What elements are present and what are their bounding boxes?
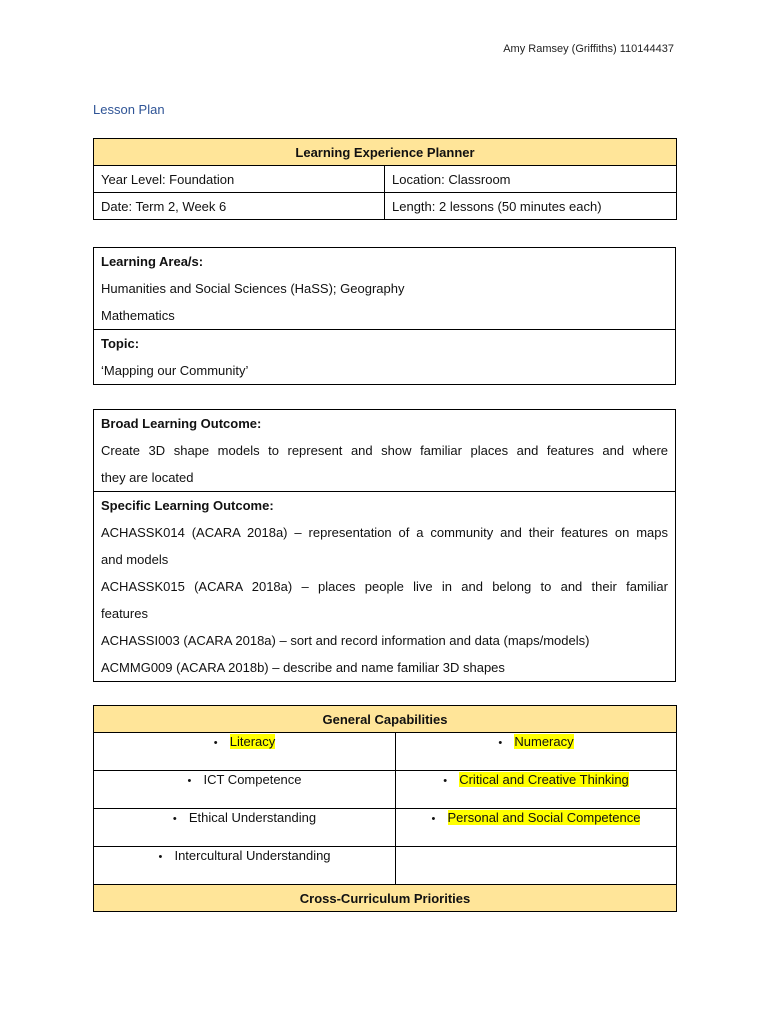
bullet-icon: • [431,813,436,825]
date-cell: Date: Term 2, Week 6 [94,193,385,220]
learning-area-label: Learning Area/s: [101,254,204,269]
learning-area-line: Humanities and Social Sciences (HaSS); Geography [101,281,405,296]
specific-outcome-cell [94,492,676,682]
capability-label: Intercultural Understanding [174,848,331,863]
broad-outcome-text: they are located [101,470,194,485]
topic-text: ‘Mapping our Community’ [101,363,249,378]
bullet-icon: • [498,737,503,749]
author-header: Amy Ramsey (Griffiths) 110144437 [503,43,674,55]
bullet-icon: • [158,851,163,863]
length-cell: Length: 2 lessons (50 minutes each) [385,193,677,220]
capability-label: ICT Competence [203,772,302,787]
capability-label: Numeracy [514,734,574,749]
broad-outcome-cell [94,410,676,492]
learning-area-table [93,247,676,385]
bullet-icon: • [213,737,218,749]
capability-empty [396,847,677,885]
bullet-icon: • [443,775,448,787]
capabilities-heading: General Capabilities [94,706,677,733]
capability-literacy [94,733,396,771]
planner-table [93,138,677,220]
outcomes-table [93,409,676,682]
capability-numeracy [396,733,677,771]
year-level-cell: Year Level: Foundation [94,166,385,193]
specific-outcome-item: and models [101,552,169,567]
capabilities-table [93,705,677,912]
capability-intercultural [94,847,396,885]
capability-label: Literacy [229,734,276,749]
learning-area-line: Mathematics [101,308,175,323]
bullet-icon: • [187,775,192,787]
capability-label: Critical and Creative Thinking [459,772,629,787]
capability-critical [396,771,677,809]
capability-label: Personal and Social Competence [447,810,641,825]
learning-area-cell [94,248,676,330]
planner-heading: Learning Experience Planner [94,139,677,166]
cross-curriculum-heading: Cross-Curriculum Priorities [94,885,677,912]
specific-outcome-item: ACHASSI003 (ACARA 2018a) – sort and record information and data (maps/models) [101,633,590,648]
broad-outcome-text: Create 3D shape models to represent and show familiar places and features and where [101,443,668,458]
bullet-icon: • [172,813,177,825]
specific-outcome-item: features [101,606,148,621]
capability-ethical [94,809,396,847]
specific-outcome-item: ACHASSK015 (ACARA 2018a) – places people live in and belong to and their familiar [101,579,668,594]
specific-outcome-item: ACHASSK014 (ACARA 2018a) – representation of a community and their features on maps [101,525,668,540]
broad-outcome-label: Broad Learning Outcome: [101,416,262,431]
topic-cell [94,330,676,385]
capability-personal [396,809,677,847]
capability-ict [94,771,396,809]
page-title: Lesson Plan [93,102,165,117]
location-cell: Location: Classroom [385,166,677,193]
specific-outcome-label: Specific Learning Outcome: [101,498,274,513]
capability-label: Ethical Understanding [188,810,317,825]
topic-label: Topic: [101,336,140,351]
specific-outcome-item: ACMMG009 (ACARA 2018b) – describe and name familiar 3D shapes [101,660,505,675]
